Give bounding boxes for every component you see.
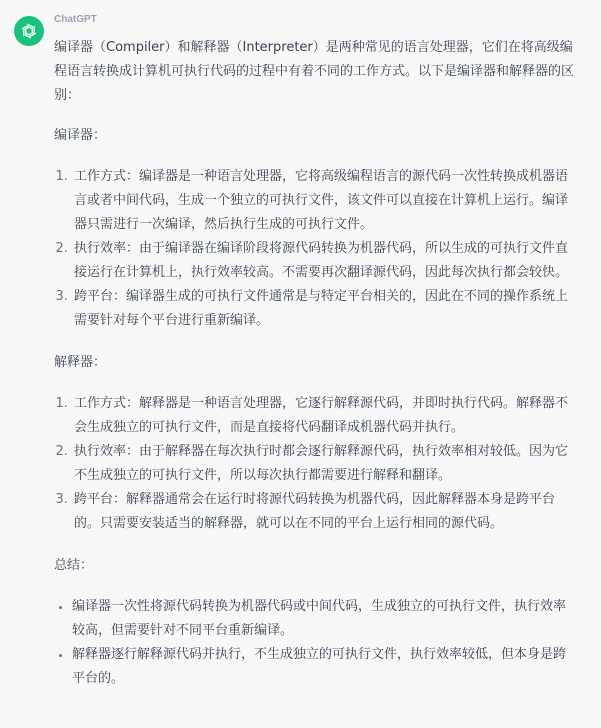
list-item: • 解释器逐行解释源代码并执行，不生成独立的可执行文件，执行效率较低，但本身是跨平台的。 bbox=[72, 643, 578, 691]
message-content bbox=[54, 36, 578, 709]
list-item: 1. 工作方式：解释器是一种语言处理器，它逐行解释源代码，并即时执行代码。解释器不会生成独立的可执行文件，而是直接将代码翻译成机器代码并执行。 bbox=[72, 392, 578, 440]
list-item: 2. 执行效率：由于解释器在每次执行时都会逐行解释源代码，执行效率相对较低。因为它不生成独立的可执行文件，所以每次执行都需要进行解释和翻译。 bbox=[72, 440, 578, 488]
list-item: 3. 跨平台：编译器生成的可执行文件通常是与特定平台相关的，因此在不同的操作系统上需要针对每个平台进行重新编译。 bbox=[72, 285, 578, 333]
intro-paragraph: 编译器（Compiler）和解释器（Interpreter）是两种常见的语言处理器，它们在将高级编程语言转换成计算机可执行代码的过程中有着不同的工作方式。以下是编译器和解释器的区别： bbox=[54, 40, 575, 103]
list-item: 3. 跨平台：解释器通常会在运行时将源代码转换为机器代码，因此解释器本身是跨平台的。只需要安装适当的解释器，就可以在不同的平台上运行相同的源代码。 bbox=[72, 488, 578, 536]
interpreter-list bbox=[54, 392, 578, 536]
list-item: • 编译器一次性将源代码转换为机器代码或中间代码，生成独立的可执行文件，执行效率较高，但需要针对不同平台重新编译。 bbox=[72, 595, 578, 643]
list-item: 2. 执行效率：由于编译器在编译阶段将源代码转换为机器代码，所以生成的可执行文件直接运行在计算机上，执行效率较高。不需要再次翻译源代码，因此每次执行都会较快。 bbox=[72, 237, 578, 285]
sender-name: ChatGPT bbox=[54, 14, 97, 25]
compiler-heading: 编译器： bbox=[54, 128, 107, 143]
compiler-list bbox=[54, 165, 578, 333]
openai-logo-icon bbox=[14, 16, 44, 46]
list-item: 1. 工作方式：编译器是一种语言处理器，它将高级编程语言的源代码一次性转换成机器语言或者中间代码，生成一个独立的可执行文件，该文件可以直接在计算机上运行。编译器只需进行一次编译，然后执行生成的可执行文件。 bbox=[72, 165, 578, 237]
summary-list bbox=[54, 595, 578, 691]
summary-heading: 总结： bbox=[54, 558, 94, 573]
interpreter-heading: 解释器： bbox=[54, 355, 107, 370]
